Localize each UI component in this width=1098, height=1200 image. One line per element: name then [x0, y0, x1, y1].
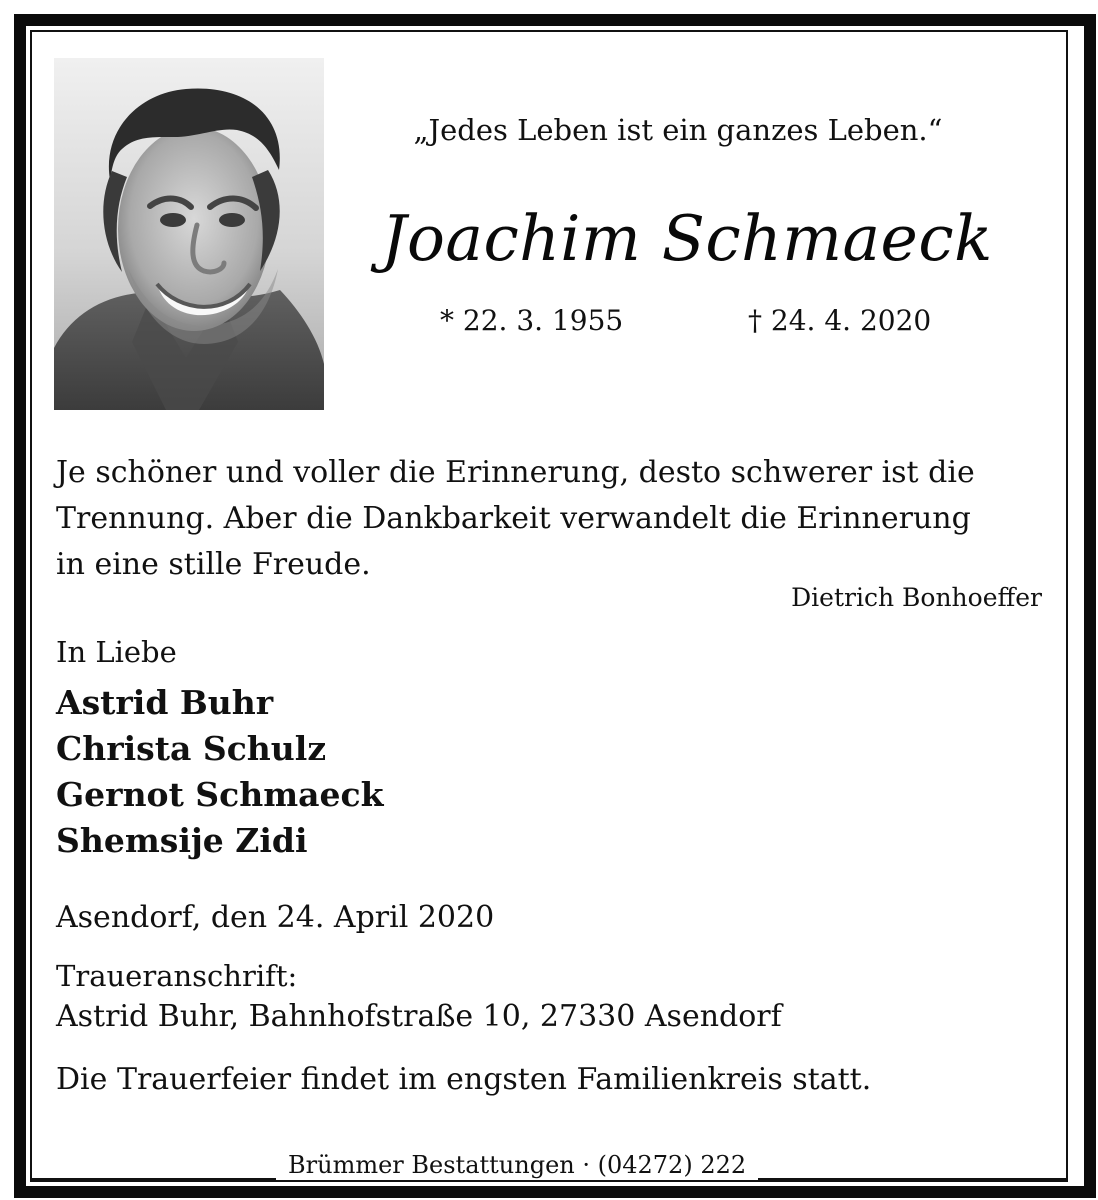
death-date: † 24. 4. 2020 — [748, 304, 932, 337]
poem-line: Trennung. Aber die Dankbarkeit verwandelt die Erinnerung — [56, 501, 971, 536]
birth-date: * 22. 3. 1955 — [440, 304, 624, 337]
poem-author: Dietrich Bonhoeffer — [791, 583, 1042, 612]
ceremony-note: Die Trauerfeier findet im engsten Familienkreis statt. — [56, 1062, 872, 1097]
deceased-name: Joachim Schmaeck — [381, 202, 993, 275]
mourning-address: Astrid Buhr, Bahnhofstraße 10, 27330 Asendorf — [56, 999, 782, 1034]
funeral-home-contact: Brümmer Bestattungen · (04272) 222 — [276, 1151, 758, 1180]
place-date: Asendorf, den 24. April 2020 — [56, 900, 495, 935]
family-member: Shemsije Zidi — [56, 821, 308, 860]
epitaph-quote: „Jedes Leben ist ein ganzes Leben.“ — [413, 113, 943, 147]
family-member: Astrid Buhr — [56, 683, 274, 722]
poem-line: Je schöner und voller die Erinnerung, desto schwerer ist die — [56, 455, 975, 490]
family-list — [56, 680, 383, 864]
family-member: Gernot Schmaeck — [56, 775, 384, 814]
portrait-photo — [54, 58, 324, 410]
poem-line: in eine stille Freude. — [56, 547, 371, 582]
farewell-text: In Liebe — [56, 635, 177, 669]
memorial-poem — [56, 450, 1044, 588]
address-label: Traueranschrift: — [56, 959, 298, 993]
family-member: Christa Schulz — [56, 729, 327, 768]
